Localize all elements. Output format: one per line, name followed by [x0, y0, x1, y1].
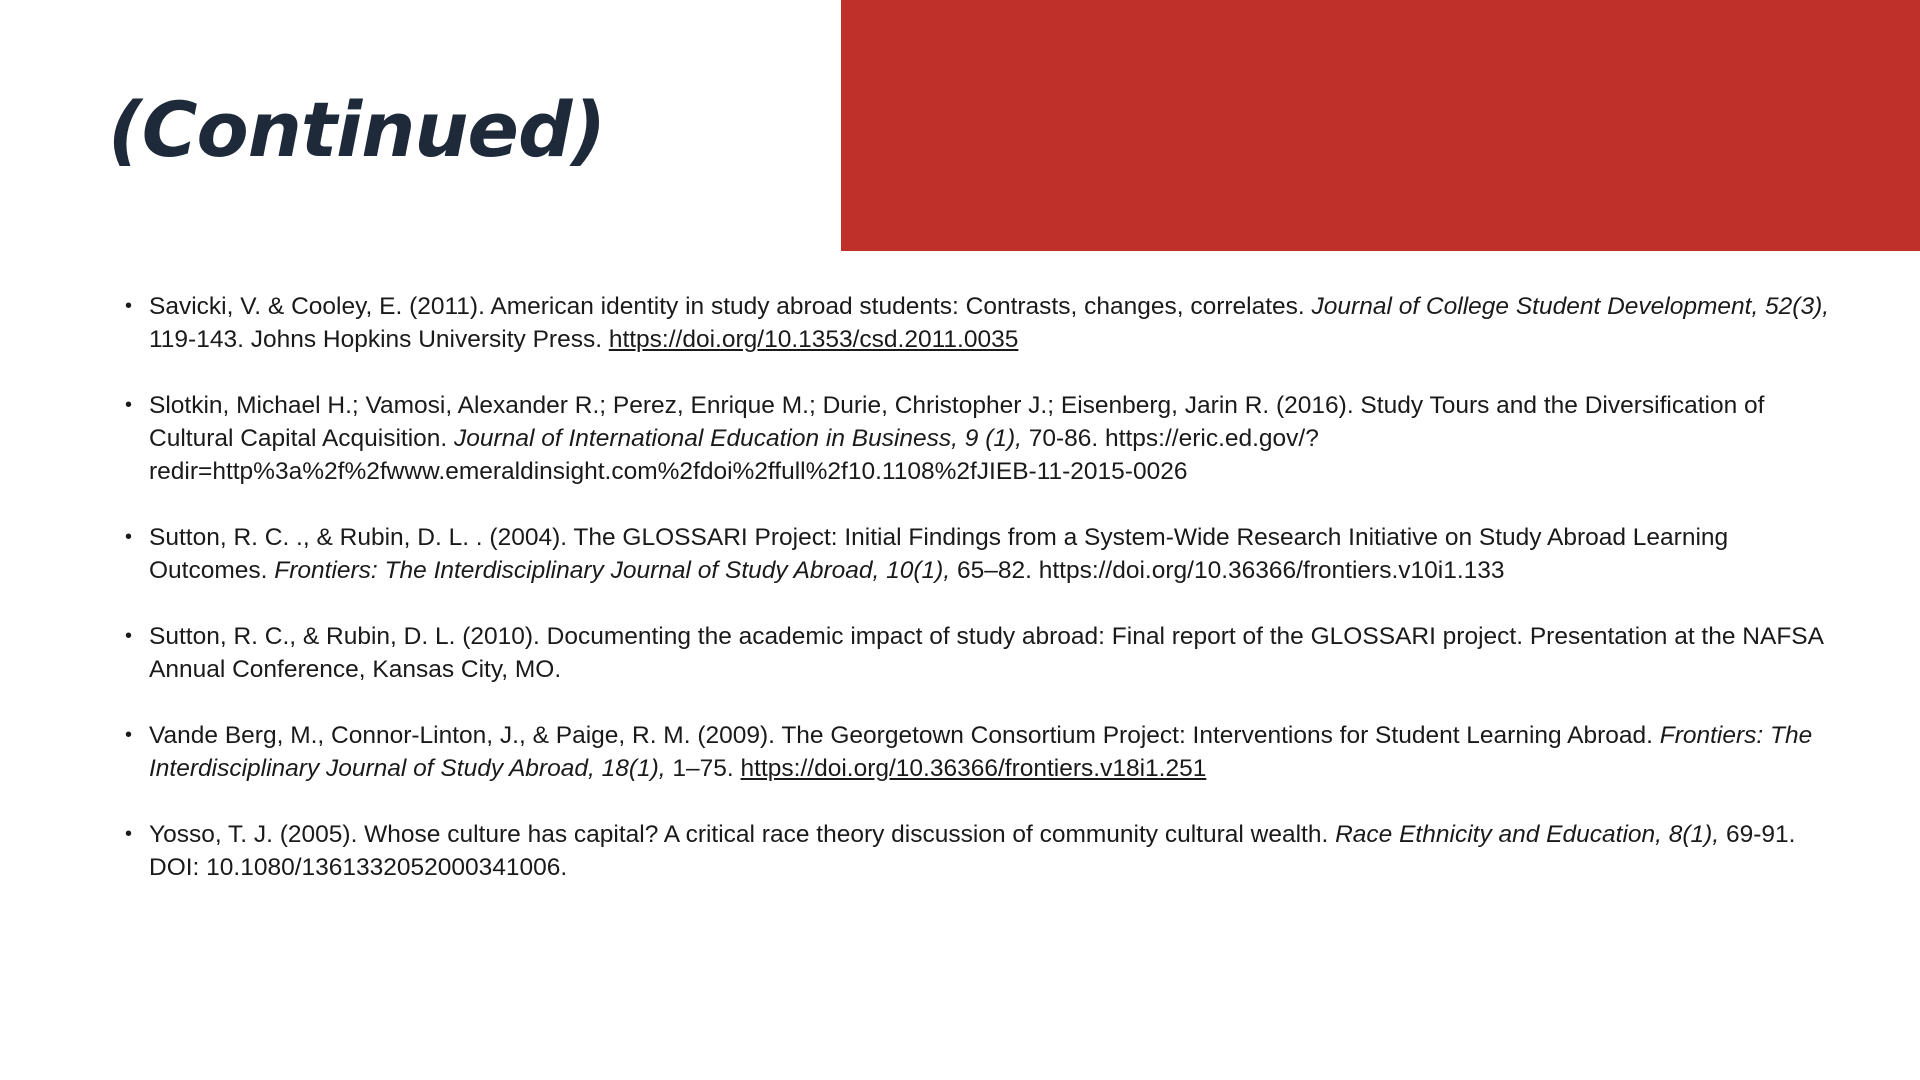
bullet-icon: •	[125, 295, 133, 317]
reference-text: Yosso, T. J. (2005). Whose culture has capital? A critical race theory discussion of community cultural wealth.	[149, 821, 1336, 848]
reference-list	[122, 290, 1832, 917]
reference-doi-link[interactable]: https://doi.org/10.36366/frontiers.v18i1.251	[740, 755, 1207, 782]
page-title: (Continued)	[108, 85, 606, 174]
reference-item	[122, 719, 1832, 785]
bullet-icon: •	[125, 394, 133, 416]
reference-item	[122, 620, 1832, 686]
reference-pages: 119-143. Johns Hopkins University Press.	[149, 326, 609, 353]
reference-journal: Frontiers: The Interdisciplinary Journal of Study Abroad, 10(1),	[274, 557, 951, 584]
reference-pages: 70-86. https://eric.ed.gov/?redir=http%3a%2f%2fwww.emeraldinsight.com%2fdoi%2ffull%2f10.1108%2fJIEB-11-2015-0026	[149, 425, 1319, 485]
reference-text: Sutton, R. C., & Rubin, D. L. (2010). Documenting the academic impact of study abroad: Final report of the GLOSSARI project. Presentation at the NAFSA Annual Conference, Kansas City, MO.	[149, 623, 1823, 683]
reference-journal: Journal of College Student Development, 52(3),	[1311, 293, 1830, 320]
reference-item	[122, 389, 1832, 488]
bullet-icon: •	[125, 625, 133, 647]
reference-journal: Race Ethnicity and Education, 8(1),	[1335, 821, 1720, 848]
reference-pages: 69-91. DOI: 10.1080/1361332052000341006.	[149, 821, 1796, 881]
bullet-icon: •	[125, 724, 133, 746]
reference-item	[122, 521, 1832, 587]
bullet-icon: •	[125, 526, 133, 548]
reference-text: Vande Berg, M., Connor-Linton, J., & Paige, R. M. (2009). The Georgetown Consortium Project: Interventions for Student Learning Abroad.	[149, 722, 1660, 749]
reference-text: Slotkin, Michael H.; Vamosi, Alexander R.; Perez, Enrique M.; Durie, Christopher J.; Eisenberg, Jarin R. (2016). Study Tours and the Diversification of Cultural Capital Acquisition.	[149, 392, 1765, 452]
red-accent-block	[841, 0, 1920, 251]
reference-journal: Journal of International Education in Business, 9 (1),	[454, 425, 1022, 452]
bullet-icon: •	[125, 823, 133, 845]
reference-journal: Frontiers: The Interdisciplinary Journal of Study Abroad, 18(1),	[149, 722, 1813, 782]
reference-doi-link[interactable]: https://doi.org/10.1353/csd.2011.0035	[608, 326, 1019, 353]
reference-pages: 65–82. https://doi.org/10.36366/frontiers.v10i1.133	[950, 557, 1505, 584]
reference-pages: 1–75.	[665, 755, 741, 782]
reference-item	[122, 818, 1832, 884]
reference-text: Savicki, V. & Cooley, E. (2011). American identity in study abroad students: Contrasts, changes, correlates.	[149, 293, 1312, 320]
reference-text: Sutton, R. C. ., & Rubin, D. L. . (2004). The GLOSSARI Project: Initial Findings from a System-Wide Research Initiative on Study Abroad Learning Outcomes.	[149, 524, 1729, 584]
reference-item	[122, 290, 1832, 356]
